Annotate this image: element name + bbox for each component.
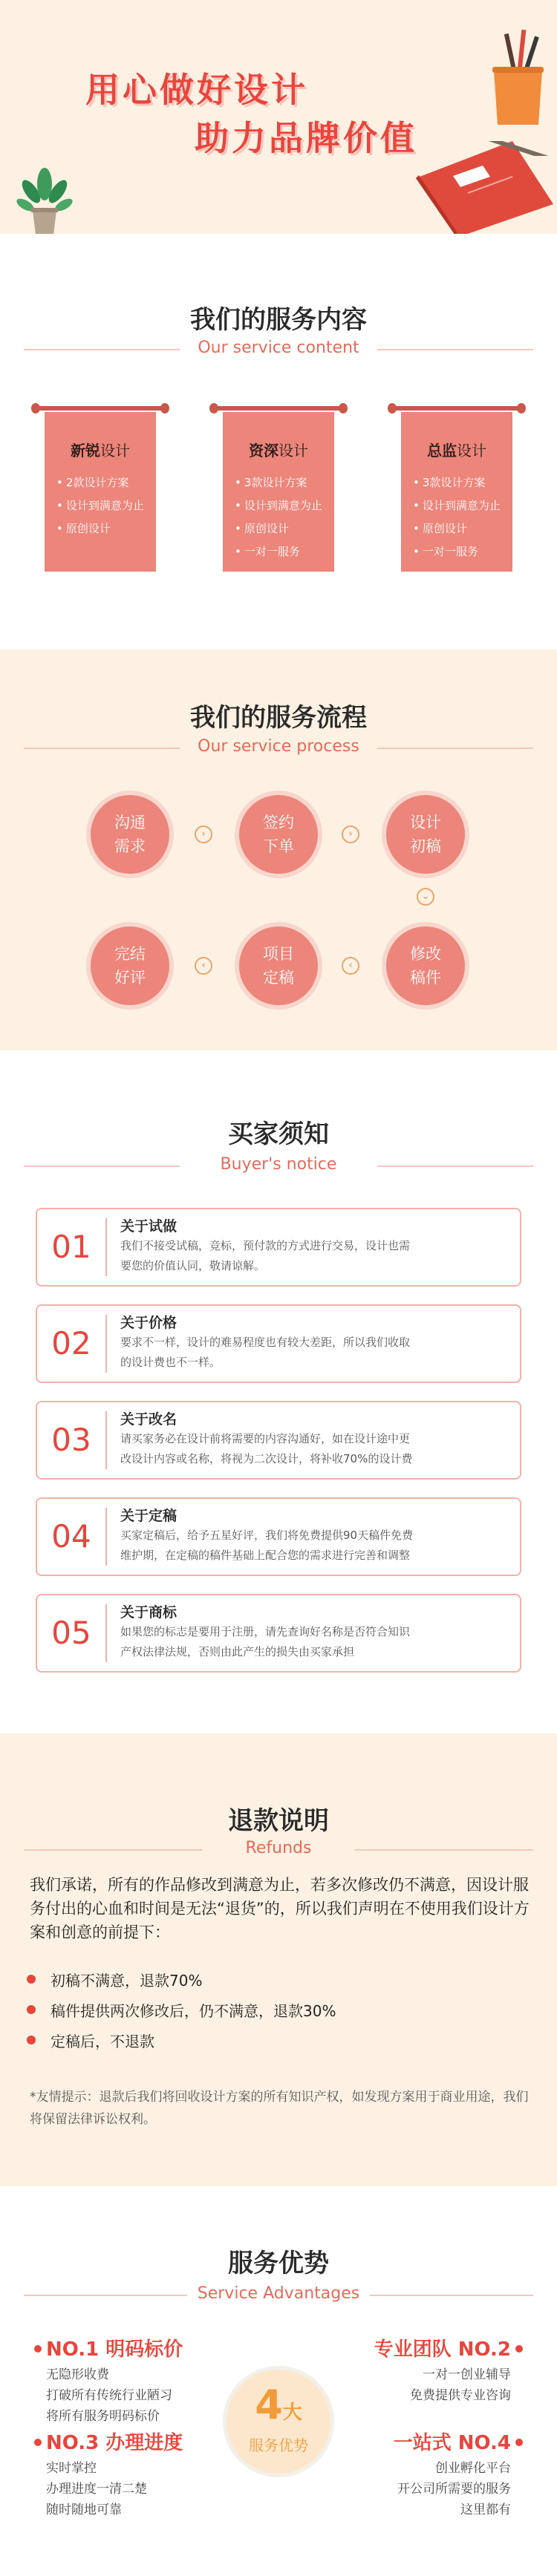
list-item: • 设计到满意为止: [413, 494, 501, 517]
divider: [105, 1315, 107, 1373]
notice-title: 关于价格: [120, 1315, 177, 1331]
advantage-lines-3: 实时掌控 办理进度一清二楚 随时随地可靠: [46, 2461, 147, 2517]
notice-number: 05: [51, 1615, 91, 1651]
notice-title: 关于改名: [120, 1411, 177, 1428]
advantage-heading-1: NO.1 明码标价: [46, 2338, 183, 2361]
notice-title: 关于试做: [120, 1218, 177, 1235]
buyer-notice-section: [0, 1050, 557, 1733]
advantage-heading-3: NO.3 办理进度: [46, 2432, 183, 2454]
pen-icon: [481, 141, 556, 156]
notice-text: 我们不接受试稿，竞标，预付款的方式进行交易，设计也需 要您的价值认同，敬请谅解。: [120, 1239, 411, 1272]
process-step-2: 签约 下单: [239, 795, 318, 874]
bullet-dot: [34, 2439, 42, 2446]
refund-item: 稿件提供两次修改后，仍不满意，退款30%: [51, 1999, 336, 2021]
divider: [105, 1508, 107, 1566]
hero-banner: [0, 0, 557, 234]
section-subtitle: Our service process: [198, 737, 359, 756]
list-item: • 原创设计: [413, 517, 501, 540]
advantage-lines-1: 无隐形收费 打破所有传统行业陋习 将所有服务明码标价: [46, 2367, 172, 2424]
hub-number: 4大: [255, 2382, 302, 2428]
card-title: 新锐设计: [71, 442, 130, 460]
process-step-6: 完结 好评: [91, 926, 169, 1005]
arrow-right-icon: ›: [195, 826, 212, 843]
arrow-left-icon: ‹: [195, 957, 212, 975]
card-title: 总监设计: [427, 442, 486, 460]
advantage-heading-4: 一站式 NO.4: [393, 2432, 511, 2454]
advantage-heading-2: 专业团队 NO.2: [374, 2338, 511, 2361]
notice-text: 买家定稿后，给予五星好评，我们将免费提供90天稿件免费 维护期，在定稿的稿件基础上配合您的需求进行完善和调整: [120, 1529, 414, 1562]
notice-item: [36, 1594, 521, 1673]
notice-text: 如果您的标志是要用于注册，请先查询好名称是否符合知识 产权法律法规，否则由此产生的损失由买家承担: [120, 1625, 411, 1658]
notice-text: 请买家务必在设计前将需要的内容沟通好，如在设计途中更 改设计内容或名称，将视为二次设计，将补收70%的设计费: [120, 1432, 413, 1465]
arrow-down-icon: ⌄: [417, 888, 434, 906]
notice-number: 02: [51, 1325, 91, 1361]
card-list: [235, 471, 322, 563]
advantage-lines-4: 创业孵化平台 开公司所需要的服务 这里都有: [397, 2461, 511, 2517]
list-item: • 设计到满意为止: [235, 494, 322, 517]
advantages-hub-badge: [223, 2366, 334, 2477]
service-advantages-section: [0, 2186, 557, 2576]
bullet-dot: [515, 2345, 523, 2353]
card-title: 资深设计: [249, 442, 308, 460]
refund-intro: 我们承诺，所有的作品修改到满意为止，若多次修改仍不满意，因设计服务付出的心血和时间是无法“退货”的，所以我们声明在不使用我们设计方案和创意的前提下：: [30, 1876, 530, 1941]
advantage-lines-2: 一对一创业辅导 免费提供专业咨询: [410, 2367, 511, 2403]
hanging-rod: [36, 406, 165, 411]
service-card-junior: [45, 412, 156, 572]
refund-item: 定稿后，不退款: [51, 2030, 154, 2051]
notice-text: 要求不一样，设计的难易程度也有较大差距，所以我们收取 的设计费也不一样。: [120, 1336, 411, 1369]
refund-tip: *友情提示：退款后我们将回收设计方案的所有知识产权，如发现方案用于商业用途，我们将保留法律诉讼权利。: [30, 2090, 529, 2127]
list-item: • 3款设计方案: [235, 471, 322, 494]
process-step-3: 设计 初稿: [386, 795, 465, 874]
card-list: [56, 471, 144, 540]
card-list: [413, 471, 501, 563]
bullet-dot: [515, 2439, 523, 2446]
section-subtitle: Our service content: [198, 339, 359, 357]
divider: [105, 1218, 107, 1276]
arrow-left-icon: ‹: [342, 957, 359, 975]
notice-title: 关于定稿: [120, 1508, 177, 1524]
list-item: • 一对一服务: [235, 540, 322, 563]
process-step-1: 沟通 需求: [91, 795, 169, 874]
process-step-5: 项目 定稿: [239, 926, 318, 1005]
hanging-rod: [392, 406, 521, 411]
potted-plant-icon: [15, 162, 74, 236]
hero-headline-2: 助力品牌价值: [195, 118, 417, 158]
section-title: 我们的服务内容: [190, 305, 367, 335]
section-title: 我们的服务流程: [190, 703, 367, 733]
section-title: 退款说明: [228, 1806, 329, 1836]
bullet-dot: [34, 2345, 42, 2353]
notice-item: [36, 1304, 521, 1383]
notice-item: [36, 1208, 521, 1287]
list-item: • 2款设计方案: [56, 471, 144, 494]
list-item: • 原创设计: [235, 517, 322, 540]
list-item: • 原创设计: [56, 517, 144, 540]
notice-number: 03: [51, 1422, 91, 1458]
service-process-section: [0, 650, 557, 1050]
pencil-cup-icon: [486, 30, 550, 126]
hero-headline-1: 用心做好设计: [85, 70, 308, 110]
process-step-4: 修改 稿件: [386, 926, 465, 1005]
section-subtitle: Buyer's notice: [220, 1155, 337, 1174]
hanging-rod: [214, 406, 343, 411]
refund-item: 初稿不满意，退款70%: [51, 1969, 202, 1990]
notice-number: 01: [51, 1229, 91, 1265]
service-card-director: [401, 412, 512, 572]
notice-item: [36, 1401, 521, 1480]
notice-item: [36, 1497, 521, 1576]
list-item: • 3款设计方案: [413, 471, 501, 494]
divider: [105, 1604, 107, 1662]
hub-label: 服务优势: [249, 2436, 308, 2454]
section-subtitle: Service Advantages: [197, 2284, 360, 2303]
service-content-section: [0, 234, 557, 650]
section-subtitle: Refunds: [245, 1839, 312, 1857]
divider: [105, 1411, 107, 1469]
notice-number: 04: [51, 1518, 91, 1555]
section-title: 买家须知: [228, 1119, 329, 1149]
refund-section: [0, 1733, 557, 2186]
section-title: 服务优势: [228, 2249, 329, 2278]
arrow-right-icon: ›: [342, 826, 359, 843]
notice-title: 关于商标: [120, 1604, 177, 1621]
list-item: • 设计到满意为止: [56, 494, 144, 517]
list-item: • 一对一服务: [413, 540, 501, 563]
service-card-senior: [223, 412, 334, 572]
